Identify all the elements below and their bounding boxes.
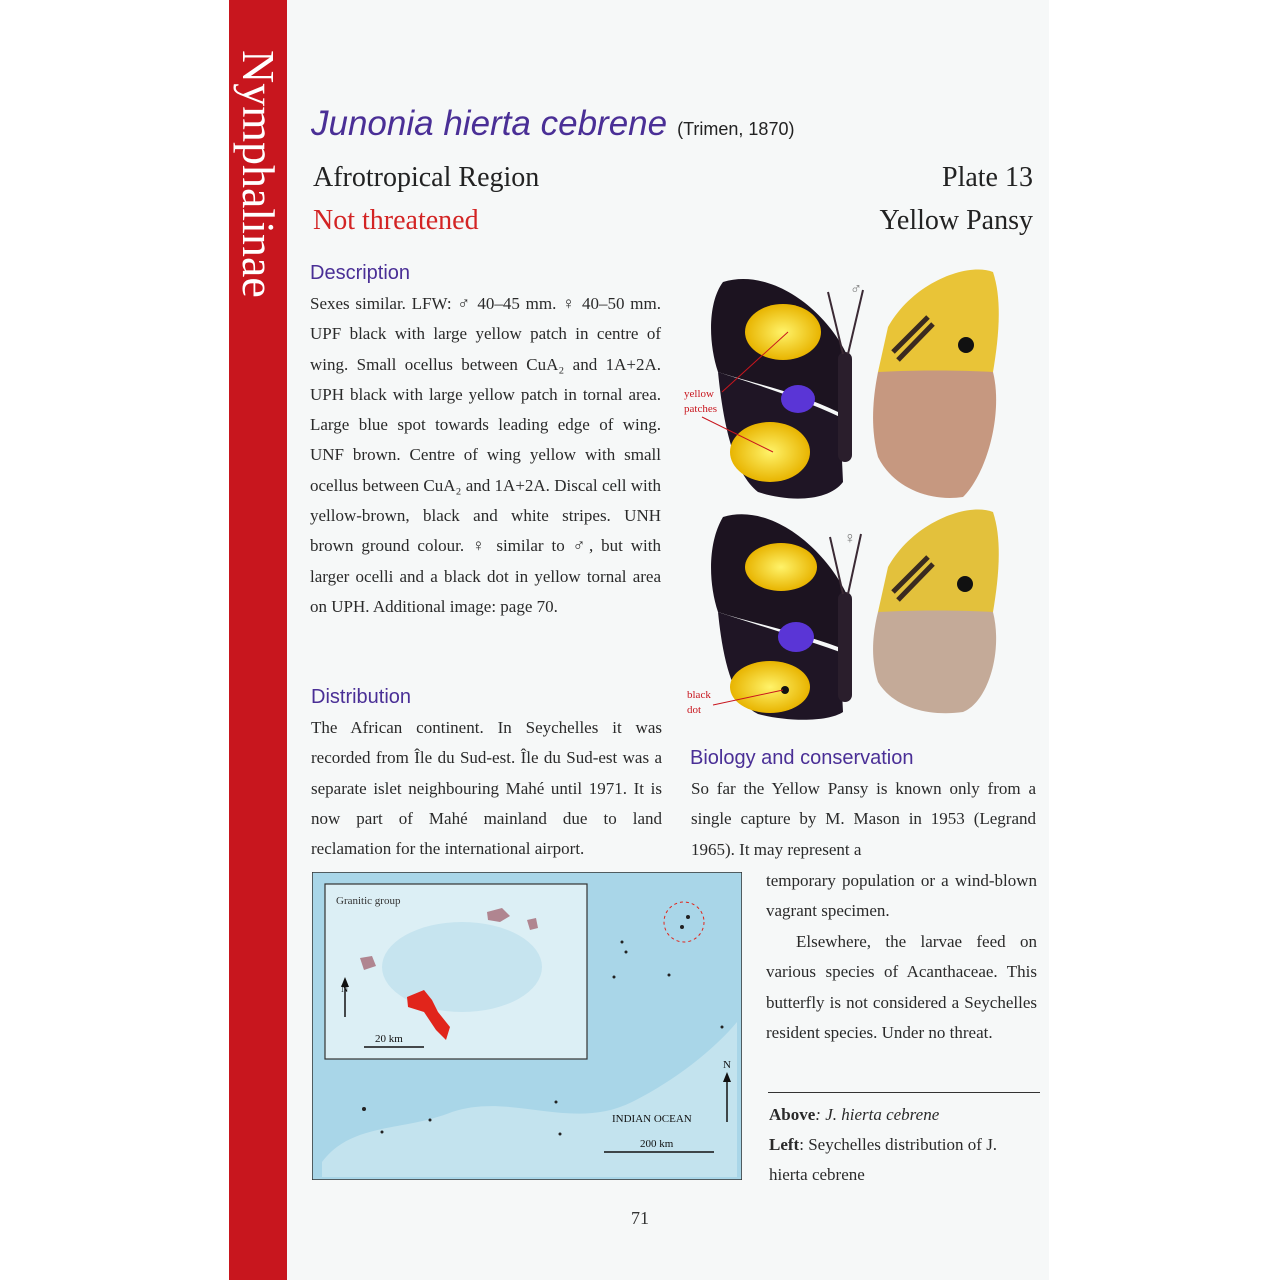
distribution-text: The African continent. In Seychelles it was recorded from Île du Sud-est. Île du Sud-est was a separate islet neighbouring Mahé until 1971. It is now part of Mahé mainland due to land reclamation for the international airport. [311,718,662,859]
caption-rule [768,1092,1040,1093]
male-underside [873,269,999,497]
male-upperside [711,279,863,499]
map-scale-label: 200 km [640,1138,674,1150]
female-symbol: ♀ [844,530,856,547]
species-authority: (Trimen, 1870) [677,119,795,139]
caption-left-label: Left [769,1135,800,1154]
page-number: 71 [631,1208,649,1228]
distribution-heading: Distribution [311,686,412,708]
inset-title: Granitic group [336,895,401,907]
butterfly-plate-illustration [678,262,1038,722]
biology-heading: Biology and conservation [690,747,914,769]
biology-text-start: So far the Yellow Pansy is known only from a single capture by M. Mason in 1953 (Legrand 1965). It may represent a [691,779,1036,859]
yellow-patches-label-1: yellow [684,388,714,400]
inset-north-label: N [341,984,349,995]
female-upperside [711,514,861,719]
species-title [311,104,794,144]
black-dot-label-2: dot [687,704,702,716]
black-dot-label-1: black [687,689,711,701]
inset-scale-label: 20 km [375,1033,403,1045]
description-heading: Description [310,262,411,284]
plate-number: Plate 13 [942,162,1033,193]
ocean-label: INDIAN OCEAN [612,1113,692,1125]
common-name: Yellow Pansy [879,205,1033,236]
biology-text-end: temporary population or a wind-blown vagrant specimen. [766,871,1037,921]
subfamily-label: Nymphalinae [233,50,284,298]
granitic-group-inset [325,884,587,1059]
region: Afrotropical Region [313,162,540,193]
description-text: Sexes similar. LFW: ♂ 40–45 mm. ♀ 40–50 mm. UPF black with large yellow patch in centre of wing. Small ocellus between CuA₂ and 1A+2A. UPH black with large yellow patch in tornal area. Large blue spot towards leading edge of wing. UNF brown. Centre of wing yellow with small ocellus between CuA₂ and 1A+2A. Discal cell with yellow-brown, black and white stripes. UNH brown ground colour. ♀ similar to ♂, but with larger ocelli and a black dot in yellow tornal area on UPH. Additional image: page 70. [310,294,661,616]
male-symbol: ♂ [850,281,862,298]
figure-caption [769,1100,1039,1190]
caption-left-text: : Seychelles distribution of J. hierta cebrene [769,1135,998,1184]
species-name: Junonia hierta cebrene [311,104,668,143]
caption-above-label: Above [769,1105,816,1124]
distribution-map [312,872,742,1180]
female-underside [873,509,999,713]
north-label: N [723,1059,731,1071]
caption-above-text: : J. hierta cebrene [815,1105,940,1124]
yellow-patches-label-2: patches [684,403,717,415]
conservation-status: Not threatened [313,205,479,236]
biology-text-2: Elsewhere, the larvae feed on various species of Acanthaceae. This butterfly is not considered a Seychelles resident species. Under no threat. [766,932,1037,1042]
